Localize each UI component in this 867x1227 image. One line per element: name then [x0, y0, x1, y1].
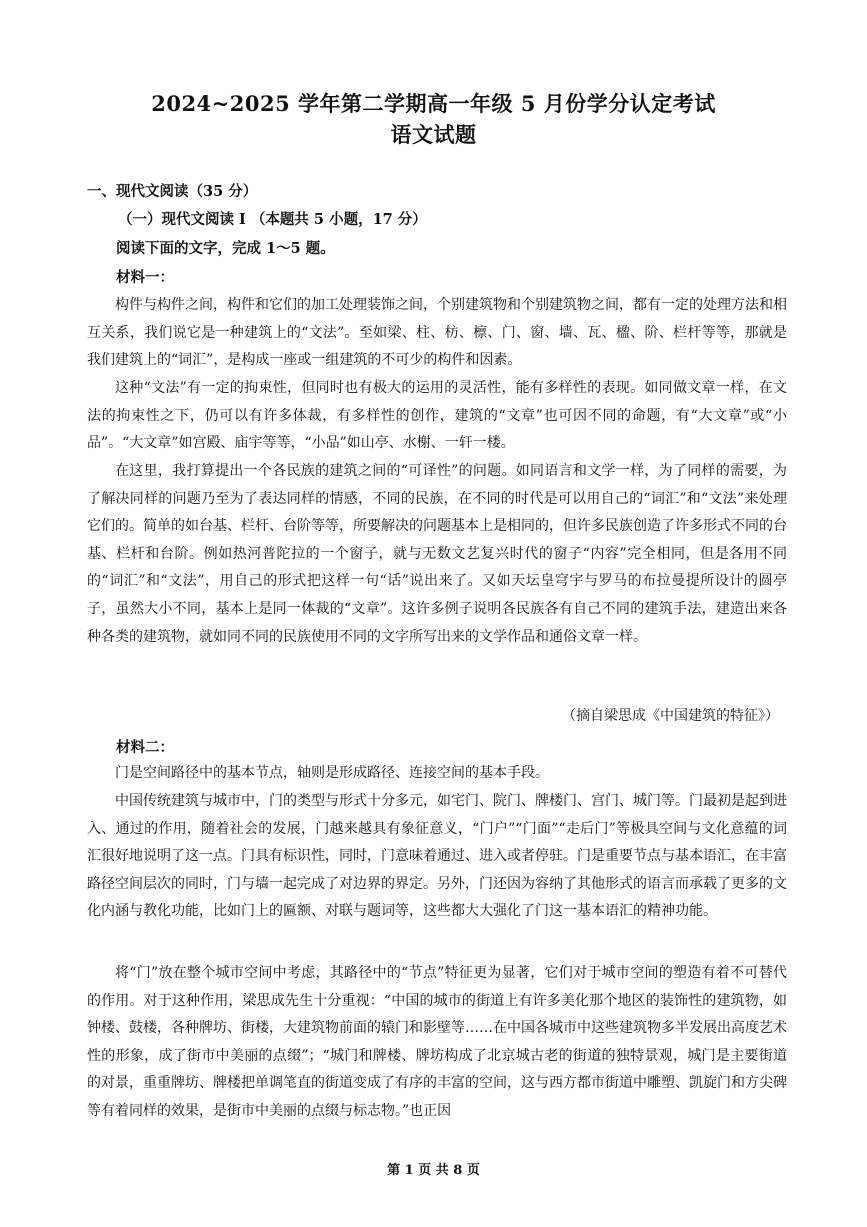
instruction-text: 阅读下面的文字，完成 1～5 题。 [116, 240, 335, 257]
exam-subtitle: 语文试题 [390, 122, 477, 147]
exam-title: 2024~2025 学年第二学期高一年级 5 月份学分认定考试 [151, 91, 716, 116]
sub-section-heading: （一）现代文阅读 I （本题共 5 小题，17 分） [118, 211, 427, 228]
material-one-label: 材料一： [116, 269, 174, 286]
section-heading: 一、现代文阅读（35 分） [87, 183, 258, 200]
material-two-paragraph: 门是空间路径中的基本节点，轴则是形成路径、连接空间的基本手段。 [115, 765, 549, 781]
material-one-paragraph: 这种“文法”有一定的拘束性，但同时也有极大的运用的灵活性，能有多样性的表现。如同做文章一样，在文法的拘束性之下，仍可以有许多体裁，有多样性的创作，建筑的“文章”也可因不同的命题，有“大文章”或“小品”。“大文章”如宫殿、庙宇等等，“小品”如山亭、水榭、一轩一楼。 [87, 380, 787, 452]
material-one-source: （摘自梁思成《中国建筑的特征》） [562, 708, 779, 724]
material-one-paragraph: 构件与构件之间，构件和它们的加工处理装饰之间，个别建筑物和个别建筑物之间，都有一定的处理方法和相互关系，我们说它是一种建筑上的“文法”。至如梁、柱、枋、檩、门、窗、墙、瓦、楹、阶、栏杆等等，那就是我们建筑上的“词汇”，是构成一座或一组建筑的不可少的构件和因素。 [87, 297, 787, 369]
page-number-footer: 第 1 页 共 8 页 [387, 1163, 480, 1178]
material-two-label: 材料二： [116, 739, 174, 756]
material-two-paragraph: 中国传统建筑与城市中，门的类型与形式十分多元，如宅门、院门、牌楼门、宫门、城门等。门最初是起到进入、通过的作用，随着社会的发展，门越来越具有象征意义，“门户”“门面”“走后门”等极具空间与文化意蕴的词汇很好地说明了这一点。门具有标识性，同时，门意味着通过、进入或者停驻。门是重要节点与基本语汇，在丰富路径空间层次的同时，门与墙一起完成了对边界的界定。另外，门还因为容纳了其他形式的语言而承载了更多的文化内涵与教化功能，比如门上的匾额、对联与题词等，这些都大大强化了门这一基本语汇的精神功能。 [87, 793, 787, 920]
material-one-paragraph: 在这里，我打算提出一个各民族的建筑之间的“可译性”的问题。如同语言和文学一样，为了同样的需要，为了解决同样的问题乃至为了表达同样的情感，不同的民族，在不同的时代是可以用自己的“词汇”和“文法”来处理它们的。简单的如台基、栏杆、台阶等等，所要解决的问题基本上是相同的，但许多民族创造了许多形式不同的台基、栏杆和台阶。例如热河普陀拉的一个窗子，就与无数文艺复兴时代的窗子“内容”完全相同，但是各用不同的“词汇”和“文法”，用自己的形式把这样一句“话”说出来了。又如天坛皇穹宇与罗马的布拉曼提所设计的圆亭子，虽然大小不同，基本上是同一体裁的“文章”。这许多例子说明各民族各有自己不同的建筑手法，建造出来各种各类的建筑物，就如同不同的民族使用不同的文字所写出来的文学作品和通俗文章一样。 [87, 463, 787, 645]
material-two-paragraph: 将“门”放在整个城市空间中考虑，其路径中的“节点”特征更为显著，它们对于城市空间的塑造有着不可替代的作用。对于这种作用，梁思成先生十分重视：“中国的城市的街道上有许多美化那个地区的装饰性的建筑物，如钟楼、鼓楼，各种牌坊、街楼，大建筑物前面的辕门和影壁等……在中国各城市中这些建筑物多半发展出高度艺术性的形象，成了街市中美丽的点缀”；“城门和牌楼、牌坊构成了北京城古老的街道的独特景观，城门是主要街道的对景，重重牌坊、牌楼把单调笔直的街道变成了有序的丰富的空间，这与西方都市街道中雕塑、凯旋门和方尖碑等有着同样的效果，是街市中美丽的点缀与标志物。”也正因 [87, 965, 787, 1119]
